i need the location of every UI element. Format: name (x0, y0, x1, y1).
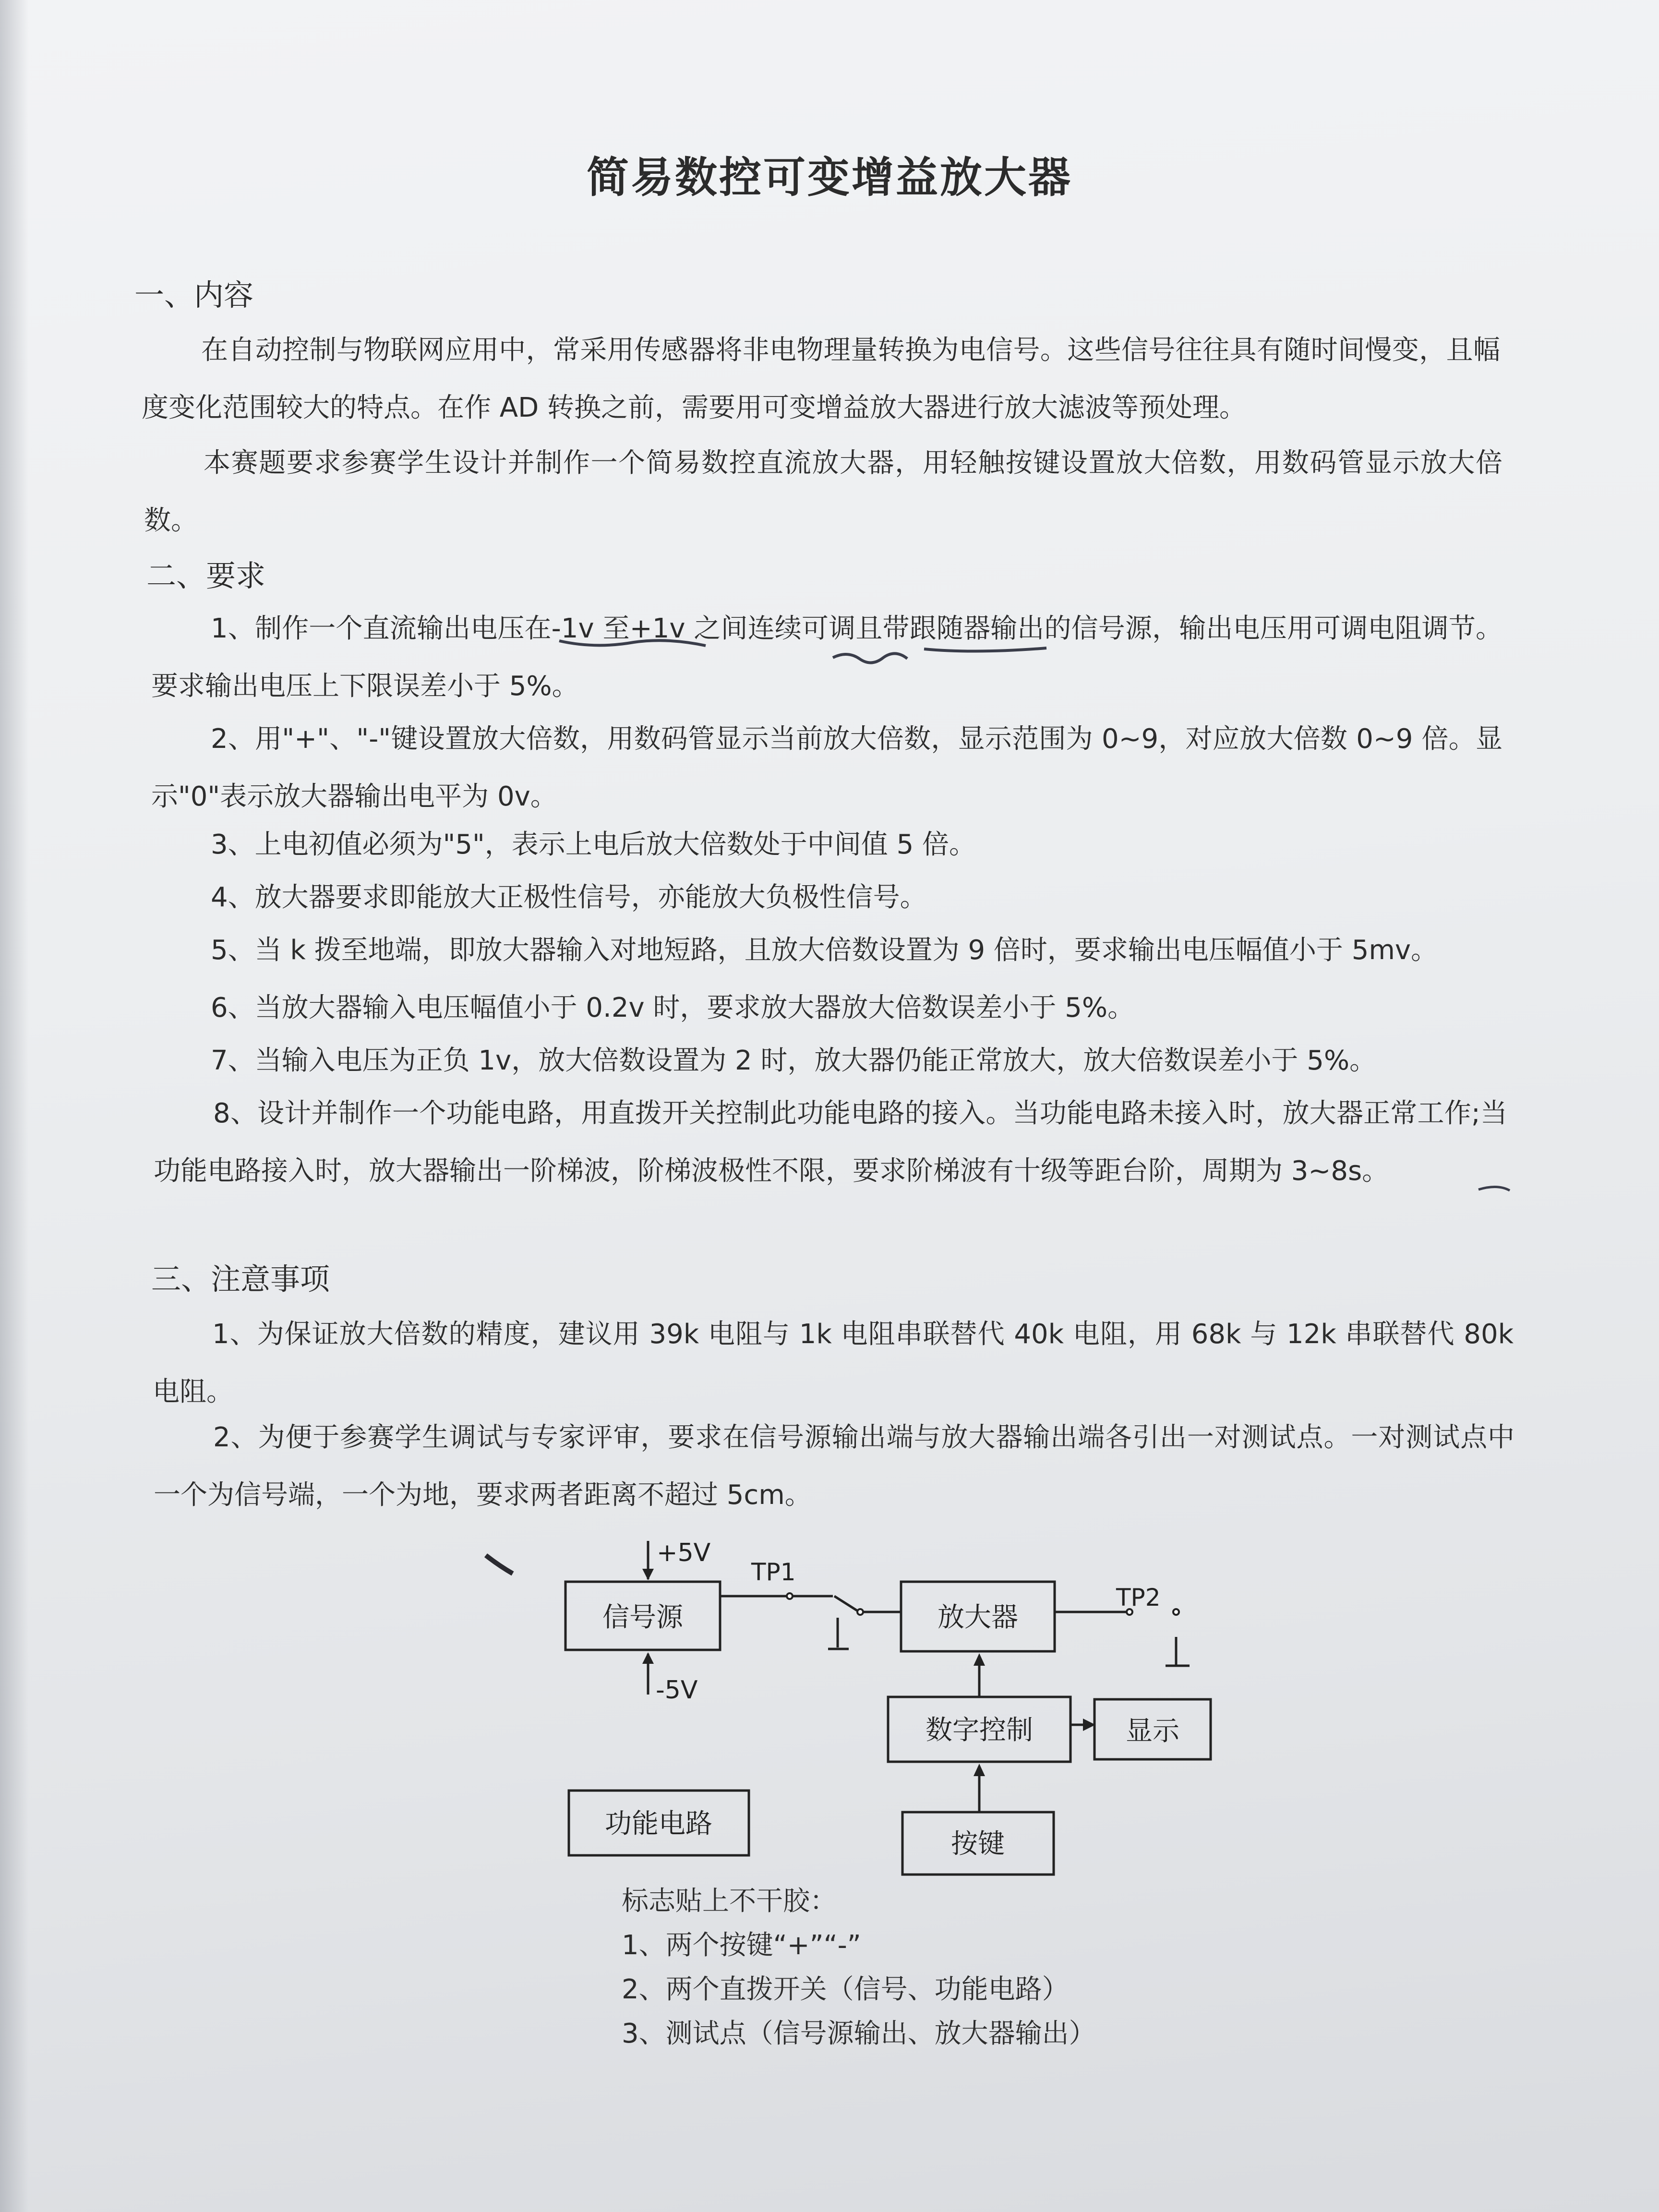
requirement-item-4: 4、放大器要求即能放大正极性信号，亦能放大负极性信号。 (211, 882, 927, 913)
note-item-1: 1、为保证放大倍数的精度，建议用 39k 电阻与 1k 电阻串联替代 40k 电阻，用 68k 与 12k 串联替代 80k 电阻。 (153, 1319, 1514, 1407)
minus5v-arrowhead (642, 1652, 654, 1664)
label-notes-heading: 标志贴上不干胶： (622, 1886, 837, 1917)
keys-to-control-arrowhead (974, 1764, 985, 1776)
amplifier-label: 放大器 (938, 1602, 1018, 1633)
tp1-label: TP1 (751, 1558, 796, 1586)
section-heading-requirements: 二、要求 (146, 558, 266, 593)
requirement-item-5: 5、当 k 拨至地端，即放大器输入对地短路，且放大倍数设置为 9 倍时，要求输出电压幅值小于 5mv。 (211, 935, 1438, 966)
content-paragraph-1: 在自动控制与物联网应用中，常采用传感器将非电物理量转换为电信号。这些信号往往具有随时间慢变，且幅度变化范围较大的特点。在作 AD 转换之前，需要用可变增益放大器进行放大滤波等预处理。 (142, 335, 1500, 423)
switch-k-contact (857, 1609, 863, 1615)
requirement-item-8: 8、设计并制作一个功能电路，用直拨开关控制此功能电路的接入。当功能电路未接入时，放大器正常工作;当功能电路接入时，放大器输出一阶梯波，阶梯波极性不限，要求阶梯波有十级等距台阶，周期为 3~8s。 (154, 1098, 1507, 1187)
label-note-item: 1、两个按键“+”“-” (622, 1930, 861, 1961)
signal-source-label: 信号源 (602, 1602, 683, 1633)
tp1-contact (787, 1593, 793, 1599)
display-label: 显示 (1126, 1716, 1179, 1747)
label-note-item: 2、两个直拨开关（信号、功能电路） (622, 1974, 1069, 2005)
label-sticker-notes (622, 1879, 1096, 2056)
requirement-item-1: 1、制作一个直流输出电压在-1v 至+1v 之间连续可调且带跟随器输出的信号源，输出电压用可调电阻调节。要求输出电压上下限误差小于 5%。 (151, 613, 1503, 702)
tp2-contact-ground (1173, 1609, 1179, 1615)
keys-label: 按键 (951, 1828, 1005, 1860)
switch-k-lever (834, 1596, 859, 1612)
digital-control-label: 数字控制 (926, 1715, 1033, 1746)
section-heading-content: 一、内容 (134, 277, 254, 313)
function-circuit-label: 功能电路 (605, 1808, 712, 1839)
requirement-item-7: 7、当输入电压为正负 1v，放大倍数设置为 2 时，放大器仍能正常放大，放大倍数误差小于 5%。 (211, 1045, 1377, 1076)
control-to-amplifier-arrowhead (974, 1653, 985, 1666)
section-heading-notes: 三、注意事项 (151, 1262, 330, 1297)
requirement-item-3: 3、上电初值必须为"5"，表示上电后放大倍数处于中间值 5 倍。 (211, 829, 976, 860)
requirement-item-6: 6、当放大器输入电压幅值小于 0.2v 时，要求放大器放大倍数误差小于 5%。 (211, 992, 1135, 1023)
note-item-2: 2、为便于参赛学生调试与专家评审，要求在信号源输出端与放大器输出端各引出一对测试点。一对测试点中一个为信号端，一个为地，要求两者距离不超过 5cm。 (154, 1422, 1515, 1511)
plus5v-arrowhead (642, 1569, 654, 1580)
plus5v-label: +5V (657, 1539, 711, 1567)
content-paragraph-2: 本赛题要求参赛学生设计并制作一个简易数控直流放大器，用轻触按键设置放大倍数，用数码管显示放大倍数。 (144, 447, 1503, 536)
label-note-item: 3、测试点（信号源输出、放大器输出） (622, 2018, 1096, 2049)
minus5v-label: -5V (656, 1676, 698, 1705)
tp2-label: TP2 (1116, 1584, 1161, 1611)
document-title: 简易数控可变增益放大器 (586, 153, 1072, 202)
requirement-item-2: 2、用"+"、"-"键设置放大倍数，用数码管显示当前放大倍数，显示范围为 0~9，对应放大倍数 0~9 倍。显示"0"表示放大器输出电平为 0v。 (151, 723, 1503, 812)
